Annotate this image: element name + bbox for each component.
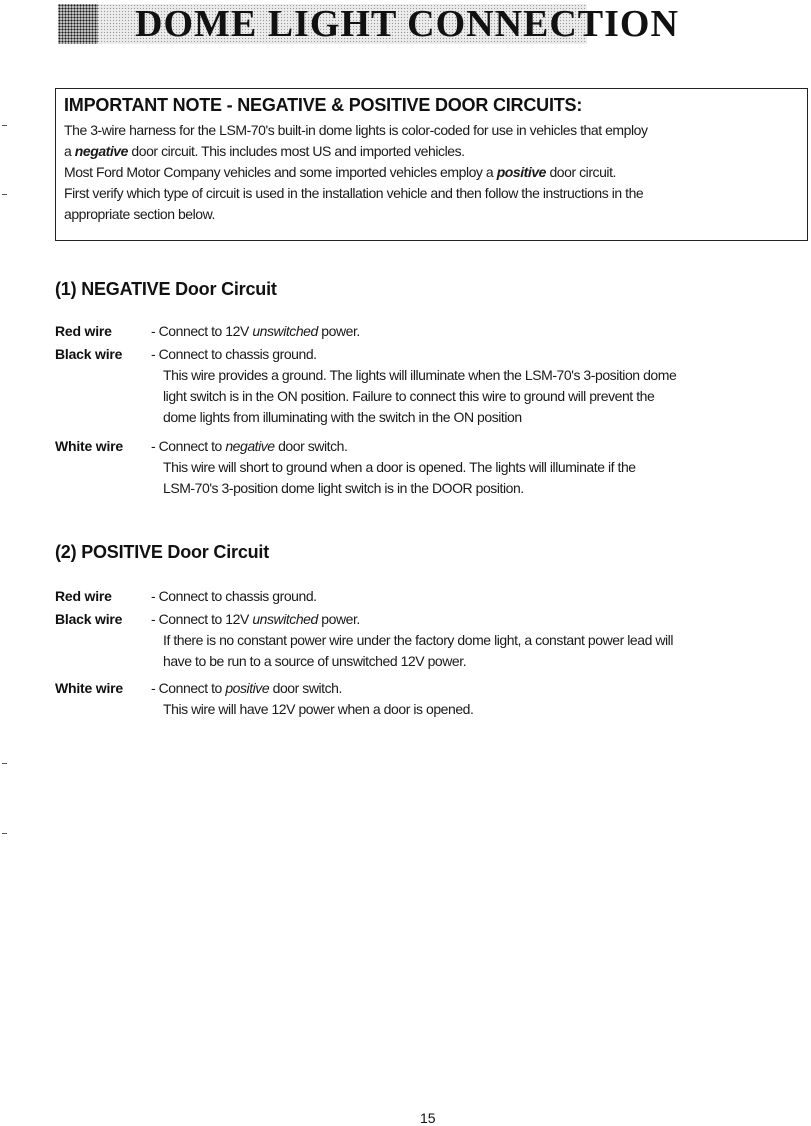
wire-instruction: - Connect to 12V unswitched power. bbox=[151, 323, 360, 339]
wire-detail: This wire will have 12V power when a door is opened. bbox=[163, 701, 474, 717]
important-note-box bbox=[55, 88, 808, 241]
wire-label: Red wire bbox=[55, 323, 112, 339]
note-heading: IMPORTANT NOTE - NEGATIVE & POSITIVE DOOR CIRCUITS: bbox=[64, 95, 583, 115]
margin-tick bbox=[2, 194, 7, 195]
emphasis-positive: positive bbox=[496, 164, 547, 180]
wire-label: White wire bbox=[55, 438, 124, 454]
wire-instruction: - Connect to chassis ground. bbox=[151, 346, 317, 362]
note-line: appropriate section below. bbox=[64, 206, 215, 222]
wire-instruction: - Connect to 12V unswitched power. bbox=[151, 611, 360, 627]
wire-detail: If there is no constant power wire under the factory dome light, a constant power lead will have to be run to a source of unswitched 12V power. bbox=[163, 632, 674, 669]
wire-detail: This wire provides a ground. The lights will illuminate when the LSM-70's 3-position dome light switch is in the ON position. Failure to connect this wire to ground will prevent the dome lights from illuminating with the switch in the ON position bbox=[163, 367, 677, 425]
margin-tick bbox=[2, 763, 7, 764]
note-line: Most Ford Motor Company vehicles and some imported vehicles employ a positive door circuit. bbox=[64, 164, 616, 180]
note-line: First verify which type of circuit is used in the installation vehicle and then follow the instructions in the bbox=[64, 185, 644, 201]
note-line: a negative door circuit. This includes most US and imported vehicles. bbox=[64, 143, 465, 159]
wire-label: Black wire bbox=[55, 611, 123, 627]
wire-instruction: - Connect to negative door switch. bbox=[151, 438, 348, 454]
header-dark-block bbox=[58, 4, 98, 44]
wire-label: White wire bbox=[55, 680, 124, 696]
wire-instruction: - Connect to chassis ground. bbox=[151, 588, 317, 604]
wire-instruction: - Connect to positive door switch. bbox=[151, 680, 342, 696]
wire-detail: This wire will short to ground when a door is opened. The lights will illuminate if the LSM-70's 3-position dome light switch is in the DOOR position. bbox=[163, 459, 636, 496]
negative-section-heading: (1) NEGATIVE Door Circuit bbox=[55, 279, 277, 299]
emphasis-negative: negative bbox=[74, 143, 128, 159]
margin-tick bbox=[2, 125, 7, 126]
page-number: 15 bbox=[420, 1110, 436, 1126]
note-line: The 3-wire harness for the LSM-70's built-in dome lights is color-coded for use in vehicles that employ bbox=[64, 122, 648, 138]
wire-label: Red wire bbox=[55, 588, 112, 604]
page-title: DOME LIGHT CONNECTION bbox=[135, 3, 679, 45]
margin-tick bbox=[2, 833, 7, 834]
positive-section-heading: (2) POSITIVE Door Circuit bbox=[55, 542, 270, 562]
wire-label: Black wire bbox=[55, 346, 123, 362]
